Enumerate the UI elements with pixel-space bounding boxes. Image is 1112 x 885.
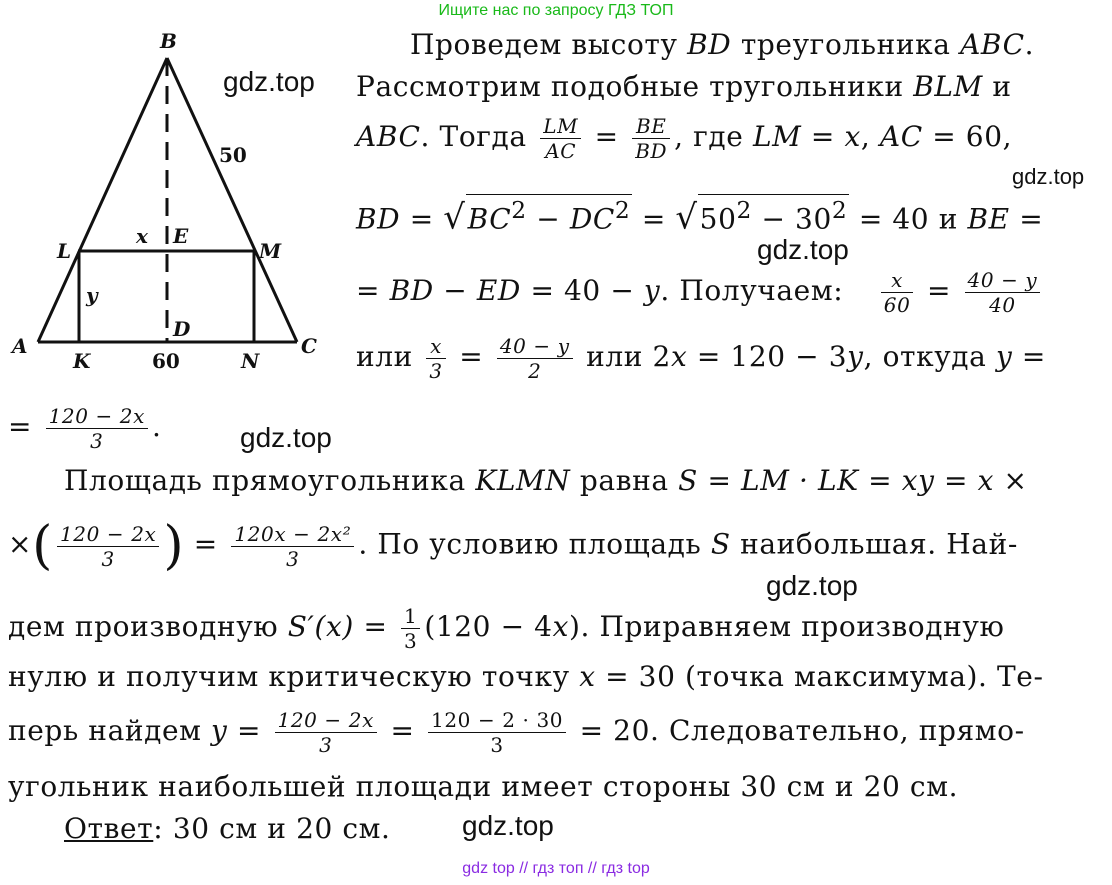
watermark: gdz.top bbox=[1012, 164, 1085, 189]
label-x: x bbox=[136, 224, 148, 248]
text-line-10: дем производную S′(x) = $\frac{1}{3}$ (120 − 4x). Приравняем производную bbox=[8, 604, 1005, 653]
label-60: 60 bbox=[152, 349, 180, 373]
text-line-11: нулю и получим критическую точку x = 30 (точка максимума). Те- bbox=[8, 660, 1044, 693]
text-line-7: = $\frac{120 - 2x}{3}$ . bbox=[8, 404, 162, 453]
fraction-120-2x-3: $\frac{120 - 2x}{3}$ bbox=[57, 522, 159, 571]
fraction-y-formula: $\frac{120 - 2x}{3}$ bbox=[275, 708, 377, 757]
figure-lines bbox=[38, 58, 297, 342]
text-line-13: угольник наибольшей площади имеет стороны 30 см и 20 см. bbox=[8, 770, 959, 803]
text-line-2: Рассмотрим подобные тругольники BLM и bbox=[356, 70, 1012, 103]
text-line-3: ABC. Тогда $\frac{LM}{AC}$ = $\frac{BE}{BD}$ , где LM = x, AC = 60, bbox=[356, 114, 1013, 163]
watermark: gdz.top bbox=[462, 810, 554, 841]
label-b: B bbox=[160, 29, 177, 53]
label-c: C bbox=[301, 334, 317, 358]
fraction-y-expression: $\frac{120 - 2x}{3}$ bbox=[46, 404, 148, 453]
watermark: gdz.top bbox=[223, 66, 315, 97]
label-y: y bbox=[86, 283, 98, 307]
fraction-x-3: $\frac{x}{3}$ bbox=[426, 334, 445, 383]
label-a: A bbox=[12, 334, 28, 358]
fraction-one-third: $\frac{1}{3}$ bbox=[401, 604, 420, 653]
label-50: 50 bbox=[219, 143, 247, 167]
watermark: gdz.top bbox=[766, 570, 858, 601]
text-line-6: или $\frac{x}{3}$ = $\frac{40 - y}{2}$ или 2x = 120 − 3y, откуда y = bbox=[356, 334, 1046, 383]
label-e: E bbox=[173, 224, 189, 248]
fraction-x-60: $\frac{x}{60}$ bbox=[881, 268, 914, 317]
text-line-8: Площадь прямоугольника KLMN равна S = LM · LK = xy = x × bbox=[64, 464, 1028, 497]
text-line-9: ×( $\frac{120 - 2x}{3}$ ) = $\frac{\text{120x − 2x²}}{3}$ . По условию площадь S наибольшая. Най- bbox=[8, 516, 1018, 576]
label-d: D bbox=[173, 317, 191, 341]
bottom-banner: gdz top // гдз топ // гдз top bbox=[462, 860, 650, 877]
text-line-12: перь найдем y = $\frac{120 - 2x}{3}$ = $\frac{120 - 2 \cdot 30}{3}$ = 20. Следовательно, прямо- bbox=[8, 708, 1025, 757]
label-n: N bbox=[241, 349, 260, 373]
fraction-be-bd: $\frac{BE}{BD}$ bbox=[632, 114, 670, 163]
fraction-y-value: $\frac{120 - 2 \cdot 30}{3}$ bbox=[428, 708, 566, 757]
text-line-5: = BD − ED = 40 − y. Получаем: $\frac{x}{60}$ = $\frac{40 - y}{40}$ bbox=[356, 268, 1044, 317]
label-l: L bbox=[57, 239, 72, 263]
fraction-40-y-40: $\frac{40 - y}{40}$ bbox=[965, 268, 1041, 317]
label-k: K bbox=[73, 349, 91, 373]
text-line-4: BD = $√BC^2 - DC^2 = √50^2 - 30^2 = 40$ и BE = bbox=[356, 196, 1044, 238]
top-banner: Ищите нас по запросу ГДЗ ТОП bbox=[438, 2, 674, 19]
answer-line: Ответ: 30 см и 20 см. bbox=[64, 812, 391, 845]
fraction-lm-ac: $\frac{LM}{AC}$ bbox=[540, 114, 581, 163]
watermark: gdz.top bbox=[240, 422, 332, 453]
watermark: gdz.top bbox=[757, 234, 849, 265]
text-line-1: Проведем высоту BD треугольника ABC. bbox=[410, 28, 1035, 61]
answer-label: Ответ bbox=[64, 812, 154, 845]
fraction-40-y-2: $\frac{40 - y}{2}$ bbox=[497, 334, 573, 383]
side-ab bbox=[38, 58, 167, 342]
label-m: M bbox=[259, 239, 282, 263]
side-bc bbox=[167, 58, 297, 342]
fraction-area: $\frac{\text{120x − 2x²}}{3}$ bbox=[231, 522, 354, 571]
